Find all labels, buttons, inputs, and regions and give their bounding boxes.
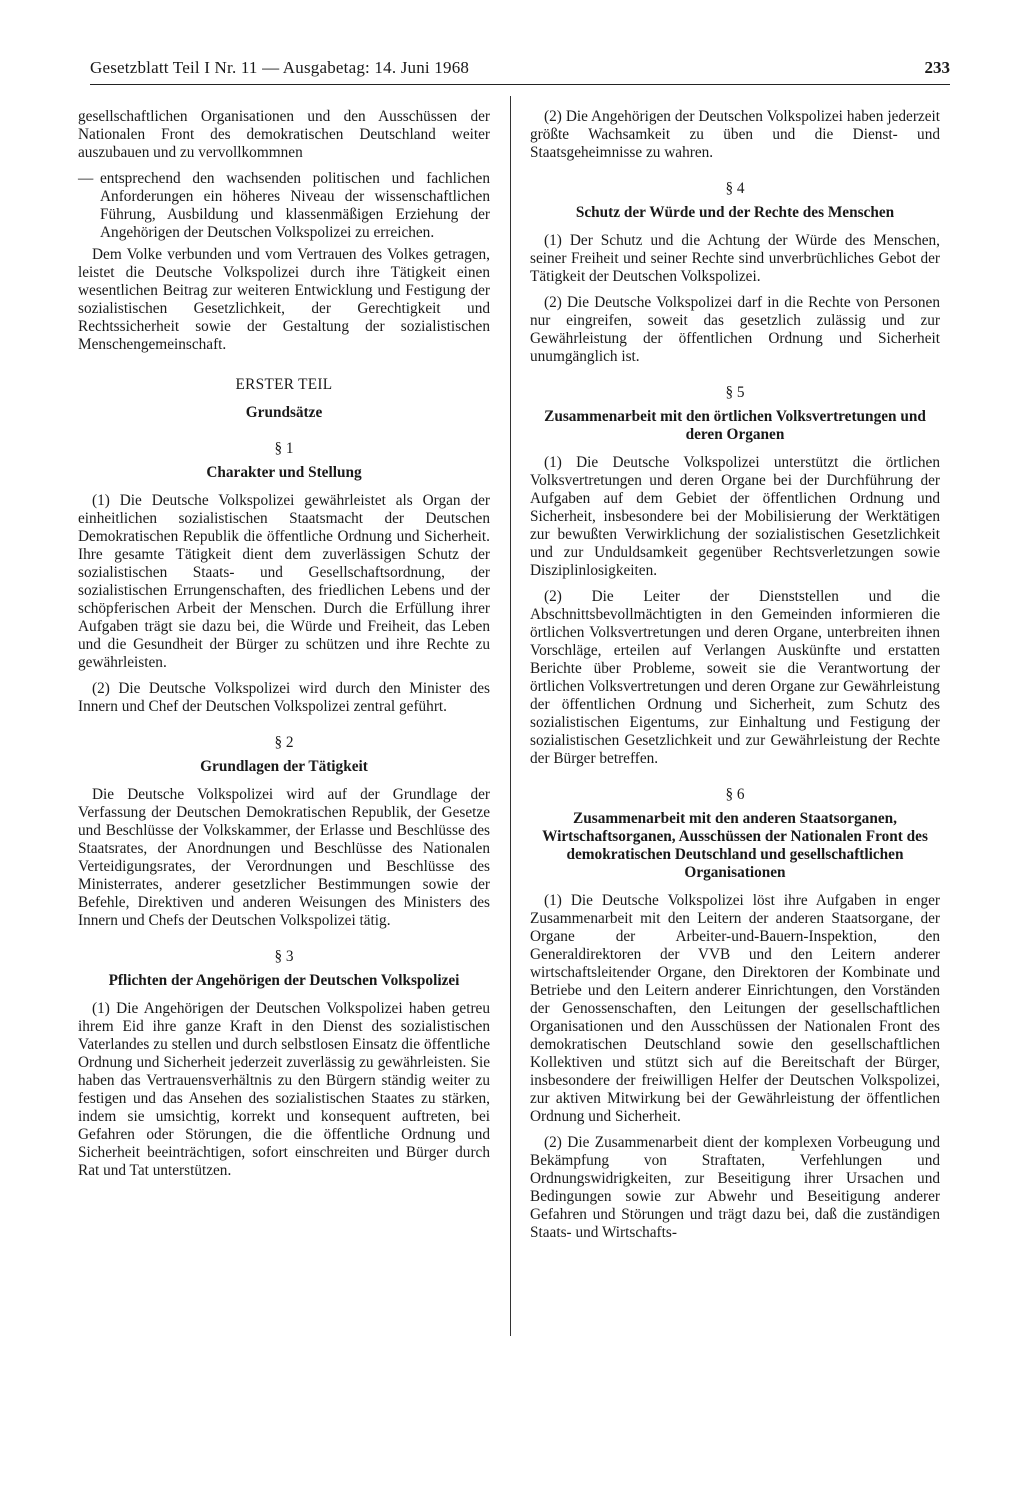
section-number: § 6 xyxy=(725,786,745,803)
section-paragraph: (2) Die Deutsche Volkspolizei darf in die Rechte von Personen nur eingreifen, soweit das gesetzlich zulässig und zur Gewährleistung der öffentlichen Ordnung und Sicherheit unumgänglich ist. xyxy=(530,294,940,365)
part-subtitle: Grundsätze xyxy=(245,404,323,421)
section-title: Zusammenarbeit mit den örtlichen Volksvertretungen und deren Organen xyxy=(544,408,926,443)
dash-list-item xyxy=(78,170,490,242)
section-number: § 5 xyxy=(725,384,745,401)
left-column xyxy=(78,108,490,1188)
page-header xyxy=(90,54,950,82)
right-column xyxy=(530,108,940,1250)
section-paragraph: (1) Die Deutsche Volkspolizei löst ihre Aufgaben in enger Zusammenarbeit mit den Leitern der anderen Staatsorgane, der Organe der Arbeiter-und-Bauern-Inspektion, den Generaldirektoren der VVB und den Leitern anderer wirtschaftsleitender Organe, den Direktoren der Kombinate und Betriebe und den Leitern anderer Einrichtungen, den Vorständen der Genossenschaften, den Leitungen der gesellschaftlichen Organisationen und den Ausschüssen der Nationalen Front des demokratischen Deutschland sowie den gesellschaftlichen Kollektiven und stützt sich auf die Bereitschaft der Bürger, insbesondere der freiwilligen Helfer der Deutschen Volkspolizei, zur aktiven Mitwirkung bei der Gewährleistung der öffentlichen Ordnung und Sicherheit. xyxy=(530,892,940,1125)
dash-marker: — xyxy=(78,170,94,187)
section-paragraph: (1) Die Deutsche Volkspolizei unterstützt die örtlichen Volksvertretungen und deren Organe bei der Durchführung der Aufgaben auf dem Gebiet der öffentlichen Ordnung und Sicherheit, insbesondere bei der Mobilisierung der Werktätigen zur bewußten Verwirklichung der sozialistischen Gesetzlichkeit und zur Unduldsamkeit gegenüber Rechtsverletzungen sowie Disziplinlosigkeiten. xyxy=(530,454,940,579)
section-paragraph: (2) Die Deutsche Volkspolizei wird durch den Minister des Innern und Chef der Deutschen Volkspolizei zentral geführt. xyxy=(78,680,490,715)
section-paragraph: (2) Die Zusammenarbeit dient der komplexen Vorbeugung und Bekämpfung von Straftaten, Verfehlungen und Ordnungswidrigkeiten, zur Beseitigung ihrer Ursachen und Bedingungen sowie zur Abwehr und Beseitigung anderer Gefahren und Störungen und trägt dazu bei, daß die zuständigen Staats- und Wirtschafts- xyxy=(530,1134,940,1241)
running-title: Gesetzblatt Teil I Nr. 11 — Ausgabetag: 14. Juni 1968 xyxy=(90,58,470,77)
section-title: Pflichten der Angehörigen der Deutschen Volkspolizei xyxy=(108,972,460,989)
section-paragraph: (1) Der Schutz und die Achtung der Würde des Menschen, seiner Freiheit und seiner Rechte sind unverbrüchliches Gebot der Tätigkeit der Deutschen Volkspolizei. xyxy=(530,232,940,285)
section-paragraph: (1) Die Angehörigen der Deutschen Volkspolizei haben getreu ihrem Eid ihre ganze Kraft in den Dienst des sozialistischen Vaterlandes zu stellen und durch selbstlosen Einsatz die öffentliche Ordnung und Sicherheit jederzeit zuverlässig zu gewährleisten. Sie haben das Vertrauensverhältnis zu den Bürgern ständig weiter zu festigen und das Ansehen des sozialistischen Staates zu stärken, indem sie umsichtig, korrekt und konsequent auftreten, bei Gefahren oder Störungen, die die öffentliche Ordnung und Sicherheit beeinträchtigen, sofort einschreiten und Bürger durch Rat und Tat unterstützen. xyxy=(78,1000,490,1179)
section-number: § 4 xyxy=(725,180,745,197)
dash-item-text: entsprechend den wachsenden politischen und fachlichen Anforderungen ein höheres Niveau der wissenschaftlichen Führung, Ausbildung und klassenmäßigen Erziehung der Angehörigen der Deutschen Volkspolizei zu erreichen. xyxy=(100,170,490,241)
section-title: Zusammenarbeit mit den anderen Staatsorganen, Wirtschaftsorganen, Ausschüssen der Nationalen Front des demokratischen Deutschland und gesellschaftlichen Organisationen xyxy=(542,810,928,881)
page-number: 233 xyxy=(924,58,950,77)
header-rule xyxy=(90,84,950,85)
section-title: Charakter und Stellung xyxy=(206,464,362,481)
section-title: Grundlagen der Tätigkeit xyxy=(200,758,368,775)
section-title: Schutz der Würde und der Rechte des Menschen xyxy=(575,204,895,221)
column-divider xyxy=(510,96,511,1336)
continued-paragraph: (2) Die Angehörigen der Deutschen Volkspolizei haben jederzeit größte Wachsamkeit zu üben und die Dienst- und Staatsgeheimnisse zu wahren. xyxy=(530,108,940,161)
section-paragraph: Die Deutsche Volkspolizei wird auf der Grundlage der Verfassung der Deutschen Demokratischen Republik, der Gesetze und Beschlüsse der Volkskammer, der Erlasse und Beschlüsse des Staatsrates, der Anordnungen und Beschlüsse des Nationalen Verteidigungsrates, der Verordnungen und Beschlüsse des Ministerrates, anderer gesetzlicher Bestimmungen sowie der Befehle, Direktiven und anderen Weisungen des Ministers des Innern und Chefs der Deutschen Volkspolizei tätig. xyxy=(78,786,490,929)
section-paragraph: (2) Die Leiter der Dienststellen und die Abschnittsbevollmächtigten in den Gemeinden informieren die örtlichen Volksvertretungen und deren Organe, unterbreiten ihnen Vorschläge, erteilen auf Verlangen Auskünfte und erstatten Berichte über Probleme, soweit sie die Verantwortung der örtlichen Volksvertretungen und deren Organe zur Gewährleistung der öffentlichen Ordnung und Sicherheit, zum Schutz des sozialistischen Eigentums, zur Einhaltung und Festigung der sozialistischen Gesetzlichkeit und zur Gewährleistung der Rechte der Bürger betreffen. xyxy=(530,588,940,767)
section-paragraph: (1) Die Deutsche Volkspolizei gewährleistet als Organ der einheitlichen sozialistischen Staatsmacht der Deutschen Demokratischen Republik die öffentliche Ordnung und Sicherheit. Ihre gesamte Tätigkeit dient dem zuverlässigen Schutz der sozialistischen Staats- und Gesellschaftsordnung, der sozialistischen Errungenschaften, des friedlichen Lebens und der schöpferischen Arbeit der Menschen. Durch die Erfüllung ihrer Aufgaben trägt sie dazu bei, die Würde und Freiheit, das Leben und die Gesundheit der Bürger zu schützen und ihre Rechte zu gewährleisten. xyxy=(78,492,490,671)
continued-paragraph: gesellschaftlichen Organisationen und den Ausschüssen der Nationalen Front des demokratischen Deutschland weiter auszubauen und zu vervollkommnen xyxy=(78,108,490,161)
section-number: § 3 xyxy=(274,948,294,965)
section-number: § 2 xyxy=(274,734,294,751)
part-title: ERSTER TEIL xyxy=(235,376,333,393)
section-number: § 1 xyxy=(274,440,294,457)
intro-paragraph: Dem Volke verbunden und vom Vertrauen des Volkes getragen, leistet die Deutsche Volkspolizei durch ihre Tätigkeit einen wesentlichen Beitrag zur weiteren Entwicklung und Festigung der sozialistischen Gesetzlichkeit, der Gerechtigkeit und Rechtssicherheit sowie der Gestaltung der sozialistischen Menschengemeinschaft. xyxy=(78,246,490,353)
